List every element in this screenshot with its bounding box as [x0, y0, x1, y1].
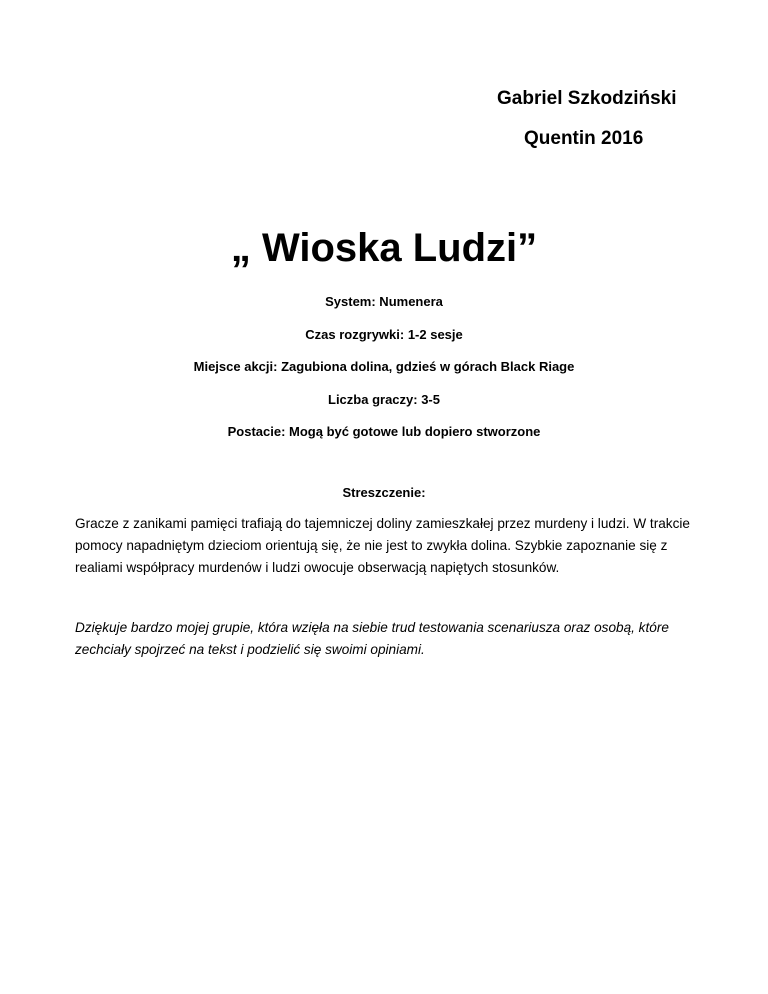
event-name: Quentin 2016: [524, 128, 644, 149]
meta-system: System: Numenera: [325, 294, 443, 309]
acknowledgements-paragraph: Dziękuje bardzo mojej grupie, która wzięła na siebie trud testowania scenariusza oraz osobą, które zechciały spojrzeć na tekst i podzielić się swoimi opiniami.: [75, 620, 669, 657]
summary-heading: Streszczenie:: [342, 485, 426, 500]
meta-player-count: Liczba graczy: 3-5: [328, 392, 440, 407]
meta-characters: Postacie: Mogą być gotowe lub dopiero stworzone: [227, 424, 541, 439]
summary-paragraph: Gracze z zanikami pamięci trafiają do tajemniczej doliny zamieszkałej przez murdeny i ludzi. W trakcie pomocy napadniętym dzieciom orientują się, że nie jest to zwykła dolina. Szybkie zapoznanie się z realiami współpracy murdenów i ludzi owocuje obserwacją napiętych stosunków.: [75, 516, 690, 575]
meta-location: Miejsce akcji: Zagubiona dolina, gdzieś w górach Black Riage: [193, 359, 575, 374]
meta-play-time: Czas rozgrywki: 1-2 sesje: [305, 327, 463, 342]
scenario-title: „ Wioska Ludzi”: [230, 226, 538, 270]
author-name: Gabriel Szkodziński: [497, 88, 677, 109]
